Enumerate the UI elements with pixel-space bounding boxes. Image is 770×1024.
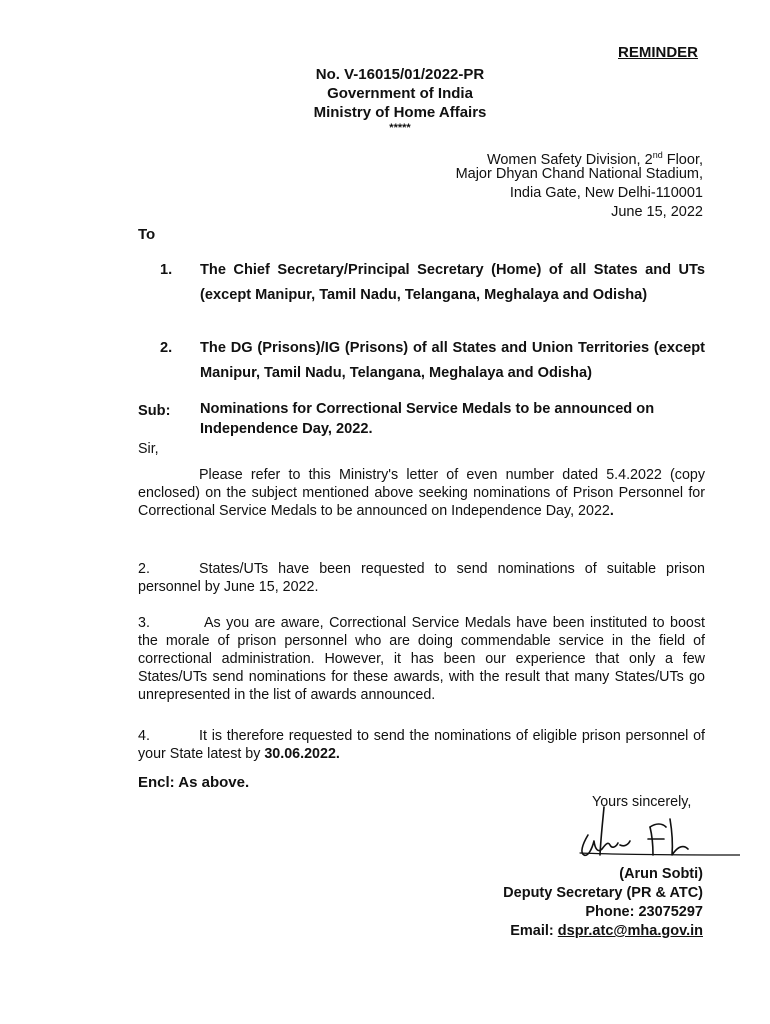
recipient-text: The Chief Secretary/Principal Secretary (Home) of all States and UTs (except Manipur, Tamil Nadu, Telangana, Meghalaya and Odisha) [200, 262, 705, 303]
recipient-2 [160, 336, 705, 386]
paragraph-4: 4. It is therefore requested to send the nominations of eligible prison personnel of your State latest by 30.06.2022. [138, 728, 705, 762]
address-line-2: Major Dhyan Chand National Stadium, [455, 166, 703, 182]
subject-label: Sub: [138, 403, 171, 419]
recipient-1 [160, 258, 705, 308]
ministry-name: Ministry of Home Affairs [313, 104, 487, 121]
salutation: Sir, [138, 441, 159, 457]
letter-date: June 15, 2022 [611, 204, 703, 220]
subject-text: Nominations for Correctional Service Medals to be announced on Independence Day, 2022. [200, 401, 655, 437]
signatory-phone: Phone: 23075297 [585, 904, 703, 920]
recipient-number: 1. [160, 262, 173, 278]
closing-text: Yours sincerely, [592, 794, 692, 810]
paragraph-3: 3. As you are aware, Correctional Service Medals have been instituted to boost the morale of prison personnel who are doing commendable service in the field of correctional administration. However, it has been our experience that only a few States/UTs send nominations for these awards, with the result that many States/UTs go unrepresented in the list of awards announced. [138, 615, 705, 703]
address-line-1: Women Safety Division, 2nd Floor, [486, 150, 703, 168]
signatory-email: Email: dspr.atc@mha.gov.in [510, 923, 703, 939]
recipient-number: 2. [160, 340, 173, 356]
to-label: To [138, 226, 156, 243]
paragraph-1: Please refer to this Ministry's letter of even number dated 5.4.2022 (copy enclosed) on the subject mentioned above seeking nominations of Prison Personnel for Correctional Service Medals to be announced on Independence Day, 2022. [138, 467, 705, 519]
reminder-heading: REMINDER [618, 44, 699, 61]
paragraph-2: 2. States/UTs have been requested to send nominations of suitable prison personnel by June 15, 2022. [138, 561, 705, 595]
address-line-3: India Gate, New Delhi-110001 [509, 185, 703, 201]
government-name: Government of India [327, 85, 473, 102]
reference-number: No. V-16015/01/2022-PR [315, 66, 485, 83]
signatory-designation: Deputy Secretary (PR & ATC) [503, 885, 703, 901]
enclosure-note: Encl: As above. [138, 774, 250, 791]
header-stars: ***** [389, 122, 411, 134]
signatory-name: (Arun Sobti) [619, 866, 703, 882]
recipient-text: The DG (Prisons)/IG (Prisons) of all States and Union Territories (except Manipur, Tamil Nadu, Telangana, Meghalaya and Odisha) [200, 340, 705, 381]
signature-image [570, 805, 740, 865]
email-link[interactable]: dspr.atc@mha.gov.in [557, 923, 703, 939]
